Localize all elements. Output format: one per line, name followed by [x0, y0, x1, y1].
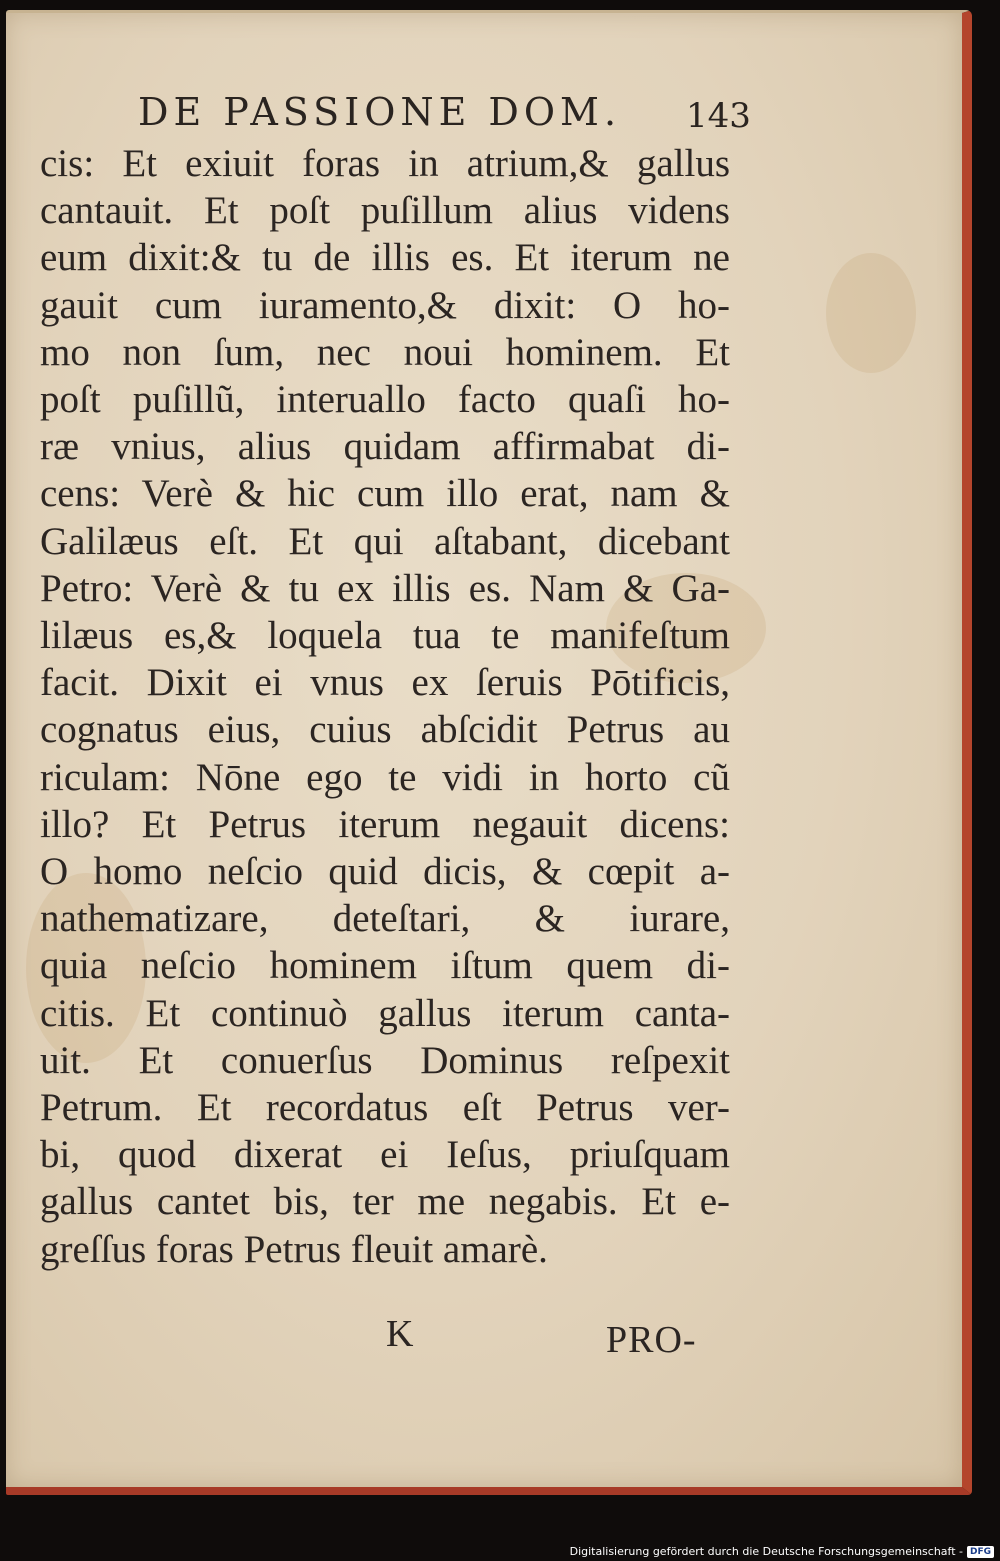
text-line: Petro: Verè & tu ex illis es. Nam & Ga-	[40, 566, 730, 610]
text-line: lilæus es,& loquela tua te manifeſtum	[40, 614, 730, 658]
running-header: DE PASSIONE DOM.	[138, 90, 622, 134]
digitization-credit	[570, 1545, 994, 1558]
paper-stain	[826, 253, 916, 373]
text-line: cis: Et exiuit foras in atrium,& gallus	[40, 142, 730, 185]
text-line: facit. Dixit ei vnus ex ſeruis Pōtificis,	[40, 661, 730, 705]
text-line: cognatus eius, cuius abſcidit Petrus au	[40, 708, 730, 752]
text-line: O homo neſcio quid dicis, & cœpit a-	[40, 850, 730, 894]
text-line: gauit cum iuramento,& dixit: O ho-	[40, 283, 730, 327]
credit-text: Digitalisierung gefördert durch die Deutsche Forschungsgemeinschaft -	[569, 1545, 963, 1558]
dfg-logo: DFG	[967, 1546, 994, 1558]
catchword: PRO-	[606, 1319, 697, 1361]
text-line: uit. Et conuerſus Dominus reſpexit	[40, 1038, 730, 1082]
text-line: quia neſcio hominem iſtum quem di-	[40, 944, 730, 988]
body-text	[40, 140, 730, 1273]
text-line: gallus cantet bis, ter me negabis. Et e-	[40, 1180, 730, 1224]
text-line: ræ vnius, alius quidam affirmabat di-	[40, 425, 730, 469]
text-line: riculam: Nōne ego te vidi in horto cũ	[40, 755, 730, 799]
text-line: Galilæus eſt. Et qui aſtabant, dicebant	[40, 519, 730, 563]
text-line: Petrum. Et recordatus eſt Petrus ver-	[40, 1086, 730, 1130]
text-line: poſt puſillũ, interuallo facto quaſi ho-	[40, 378, 730, 422]
text-line: citis. Et continuò gallus iterum canta-	[40, 991, 730, 1035]
text-line: mo non ſum, nec noui hominem. Et	[40, 330, 730, 374]
text-line: illo? Et Petrus iterum negauit dicens:	[40, 802, 730, 846]
text-line: cantauit. Et poſt puſillum alius videns	[40, 189, 730, 233]
text-line: bi, quod dixerat ei Ieſus, priuſquam	[40, 1133, 730, 1177]
text-line: cens: Verè & hic cum illo erat, nam &	[40, 472, 730, 516]
text-line: eum dixit:& tu de illis es. Et iterum ne	[40, 236, 730, 280]
signature-mark: K	[386, 1313, 414, 1355]
text-line: nathematizare, deteſtari, & iurare,	[40, 897, 730, 941]
text-line: greſſus foras Petrus fleuit amarè.	[40, 1227, 548, 1271]
page-number: 143	[686, 96, 751, 136]
